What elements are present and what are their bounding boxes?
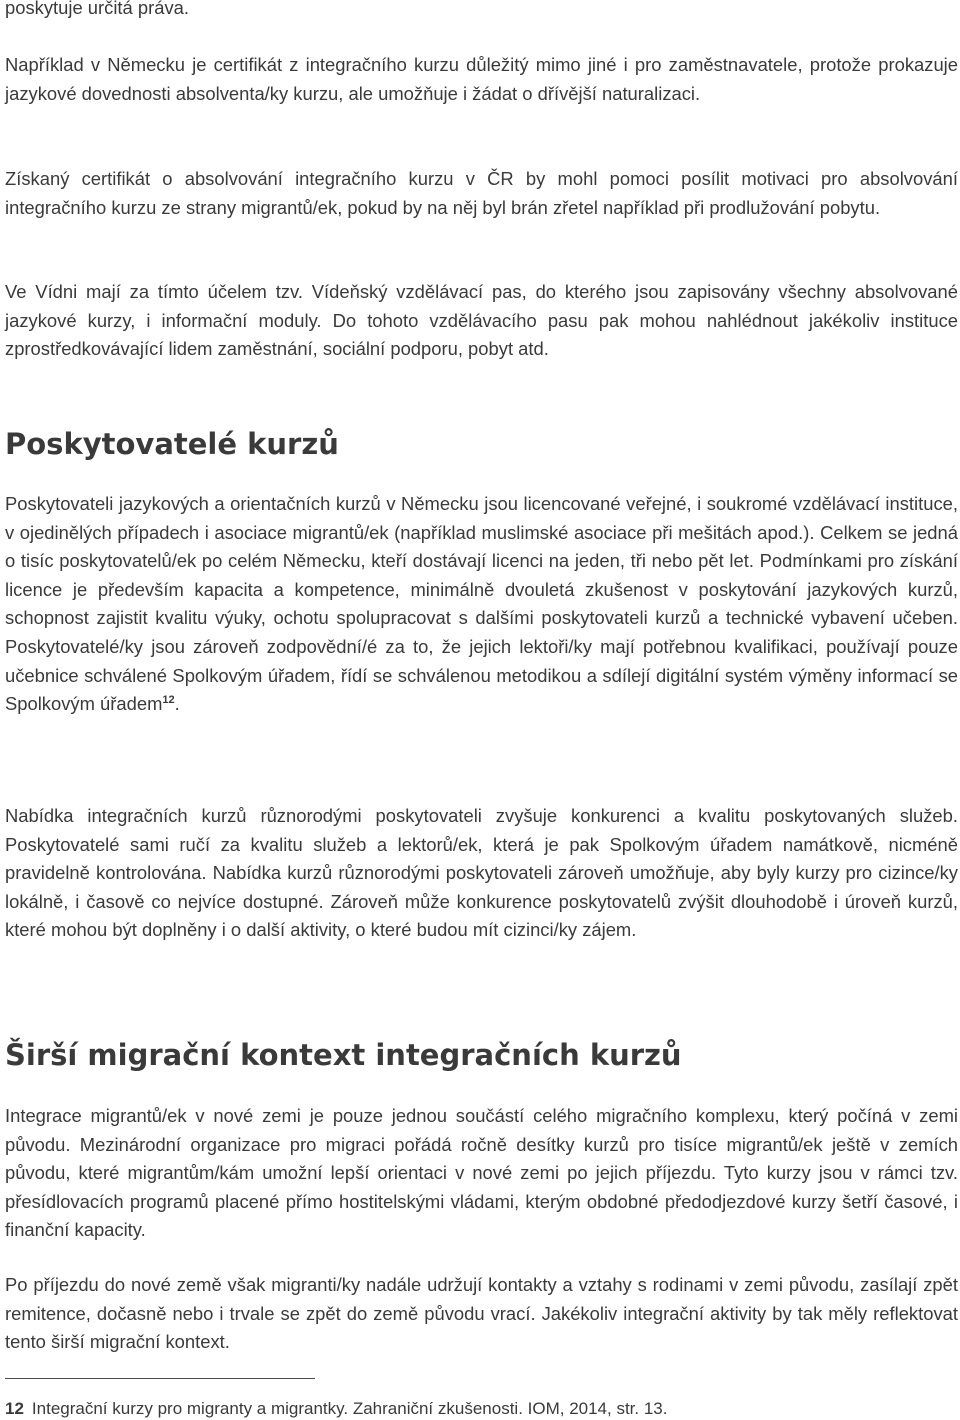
- paragraph-providers-end: .: [174, 693, 180, 715]
- section-heading-providers: Poskytovatelé kurzů: [5, 427, 339, 461]
- paragraph-certificate-germany: Například v Německu je certifikát z integračního kurzu důležitý mimo jiné i pro zaměstnavatele, protože prokazuje jazykové dovednosti absolventa/ky kurzu, ale umožňuje i žádat o dřívější naturalizaci.: [5, 54, 958, 104]
- paragraph-providers-text: Poskytovateli jazykových a orientačních kurzů v Německu jsou licencované veřejné, i soukromé vzdělávací instituce, v ojedinělých případech i asociace migrantů/ek (například muslimské asociace při mešitách apod.). Celkem se jedná o tisíc poskytovatelů/ek po celém Německu, kteří dostávají licenci na jeden, tři nebo pět let. Podmínkami pro získání licence je především kapacita a kompetence, minimálně dvouletá zkušenost v poskytování jazykových kurzů, schopnost zajistit kvalitu výuky, ochotu spolupracovat s dalšími poskytovateli kurzů a technické vybavení učeben. Poskytovatelé/ky jsou zároveň zodpovědní/é za to, že jejich lektoři/ky mají potřebnou kvalifikaci, používají pouze učebnice schválené Spolkovým úřadem, řídí se schválenou metodikou a sdílejí digitální systém výměny informací se Spolkovým úřadem: [5, 493, 958, 715]
- paragraph-vienna-pass: Ve Vídni mají za tímto účelem tzv. Vídeňský vzdělávací pas, do kterého jsou zapisovány všechny absolvované jazykové kurzy, i informační moduly. Do tohoto vzdělávacího pasu pak mohou nahlédnout jakékoliv instituce zprostředkovávající lidem zaměstnání, sociální podporu, pobyt atd.: [5, 281, 958, 360]
- paragraph-remittances: Po příjezdu do nové země však migranti/ky nadále udržují kontakty a vztahy s rodinami v zemi původu, zasílají zpět remitence, dočasně nebo i trvale se zpět do země původu vrací. Jakékoliv integrační aktivity by tak měly reflektovat tento širší migrační kontext.: [5, 1274, 958, 1353]
- footnote-text: Integrační kurzy pro migranty a migrantky. Zahraniční zkušenosti. IOM, 2014, str. 13.: [31, 1399, 668, 1418]
- paragraph-certificate-czech: Získaný certifikát o absolvování integračního kurzu v ČR by mohl pomoci posílit motivaci pro absolvování integračního kurzu ze strany migrantů/ek, pokud by na něj byl brán zřetel například při prodlužování pobytu.: [5, 168, 958, 218]
- footnote-number: 12: [5, 1399, 24, 1418]
- paragraph-providers: [5, 490, 958, 719]
- paragraph-continuation: poskytuje určitá práva.: [5, 0, 189, 18]
- footnote-reference: 12: [162, 694, 175, 707]
- paragraph-integration: Integrace migrantů/ek v nové zemi je pouze jednou součástí celého migračního komplexu, který počíná v zemi původu. Mezinárodní organizace pro migraci pořádá ročně desítky kurzů pro tisíce migrantů/ek ještě v zemích původu, které migrantům/kám umožní lepší orientaci v nové zemi po jejich příjezdu. Tyto kurzy jsou v rámci tzv. přesídlovacích programů placené přímo hostitelskými vládami, kterým obdobné předodjezdové kurzy šetří časové, i finanční kapacity.: [5, 1105, 958, 1241]
- paragraph-competition: Nabídka integračních kurzů různorodými poskytovateli zvyšuje konkurenci a kvalitu poskytovaných služeb. Poskytovatelé sami ručí za kvalitu služeb a lektorů/ek, která je pak Spolkovým úřadem namátkově, nicméně pravidelně kontrolována. Nabídka kurzů různorodými poskytovateli zároveň umožňuje, aby byly kurzy pro cizince/ky lokálně, i časově co nejvíce dostupné. Zároveň může konkurence poskytovatelů zvýšit dlouhodobě i úroveň kurzů, které mohou být doplněny i o další aktivity, o které budou mít cizinci/ky zájem.: [5, 805, 958, 941]
- section-heading-migration-context: Širší migrační kontext integračních kurzů: [5, 1038, 682, 1072]
- footnote: [5, 1398, 668, 1420]
- footnote-divider: [5, 1378, 315, 1379]
